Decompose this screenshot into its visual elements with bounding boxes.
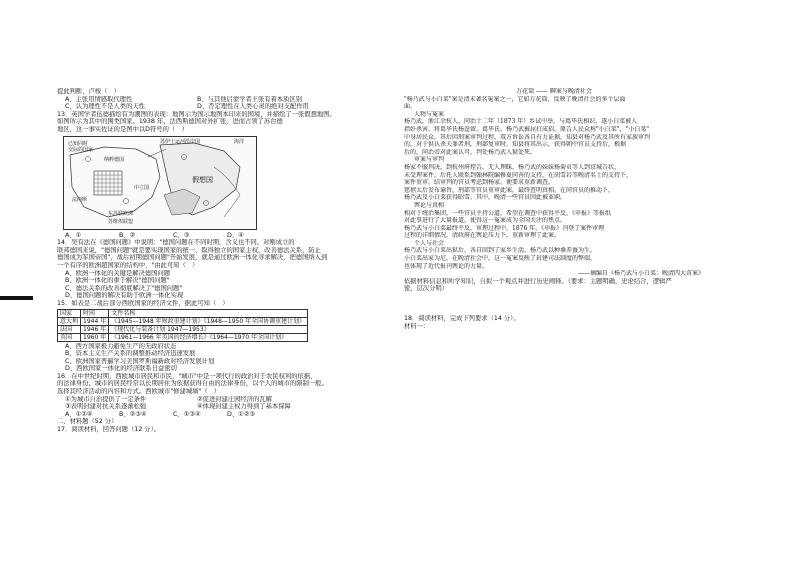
q16-option-a: A、①②④ [65, 410, 93, 418]
source-citation: ——摘编自《杨乃武与小白菜：晚清四大奇案》 [577, 270, 704, 278]
section-2-heading: 二、材料题（52 分） [57, 418, 118, 426]
question-line1: 依据材料信息和所学知识，自拟一个观点并进行历史阐释。（要求：主题明确，史论结合，逻辑严 [404, 277, 672, 285]
q12-option-a: A、主张用情感取代理性 [65, 95, 133, 103]
q13-stem-line2: 如图所示为其中的围类国家。1938 年，法西斯德国对外扩张，进而占领了苏台德 [57, 118, 283, 126]
margin-bar [0, 296, 33, 300]
q12-options-row2 [57, 103, 375, 111]
q12-option-b: B、与其他启蒙学者王张有着本质区别 [197, 95, 303, 103]
q15-option-d: D、西欧国家一体化的经济联系日益密切 [65, 365, 177, 373]
q14-option-c: C、德法关系的改善彻底解决了"德国问题" [65, 284, 183, 292]
q16-options [57, 411, 375, 419]
q13-option-c: C、③ [173, 231, 190, 239]
section-title-3: 舆论与真相 [414, 201, 445, 209]
table-header-country: 国家 [58, 309, 81, 317]
table-row [58, 317, 308, 325]
sec1-line: 中身居民众。其后因刑案审判过程，双方诉讼各自有力证据，知县对杨乃武及其所有家族审判 [404, 133, 651, 141]
map-label-2: 交际的国家 [68, 146, 94, 153]
table-cell: 1960 年 [81, 333, 109, 341]
q13-option-d: D、④ [227, 231, 244, 239]
q16-option-c: C、①③④ [173, 410, 201, 418]
map-label-10: 苏维埃联盟 [108, 218, 134, 225]
q15-table [57, 309, 308, 342]
q16-item-1: ①为城市自治提供了一定条件 [65, 395, 147, 403]
q14-stem-line1: 14．吴有法在《德国问题》中说明："德国问题在不同时期，含义也不同。对刚成立的 [57, 239, 295, 247]
table-cell: 《1961—1966 年英国的经济增长》《1964—1970 年全国计划》 [109, 333, 308, 341]
q13-stem-line1: 13．英国学者伍德描绘有为潮图的表现：地图示为国示地图本印来的国境，并描绘了一张假想地图。 [57, 110, 336, 118]
sec1-line: 的，对于供认杀夫罪者刑，刑部复审时，知县将其出示，获得朝中官员支持后，根据 [404, 141, 627, 149]
q13-stem-line3: 地区，这一事实佐证的是图中以D符号的（ ） [57, 125, 188, 133]
q14-option-a: A、欧洲一体化的关键是解决德国问题 [65, 269, 171, 277]
q13-option-a: A、① [65, 231, 82, 239]
section-title-4: 个人与社会 [414, 239, 445, 247]
table-header-doc: 文件名称 [109, 309, 308, 317]
sec1-line: 指奸杀害。将葛毕氏杨逗留，葛毕氏、杨乃武被屈打成招。原告人民众称"小白菜"，"小白菜" [404, 125, 650, 133]
map-label-7: 法西斯 [72, 196, 88, 203]
q14-stem-line3: 德国成为军国帝国"，战后初期德国问题"开始发展，就是通过欧洲一体化寻求解决，把德国纳入到 [57, 254, 328, 262]
q16-items-row2 [57, 403, 375, 411]
sec4-line: 小白菜出家为尼，在晚清社会中，这一冤案反映了封建司法制度的弊端， [404, 255, 597, 263]
q12-option-c: C、认为理性不是人类的天性 [65, 103, 145, 111]
sec3-line: 杨乃武与小白菜最终平反，审理过程中，1876 年，《申报》刊登了案件审理 [404, 224, 605, 232]
q14-stem-line4: 一个有序的欧洲超国家的结构中，"由此可知（ ） [57, 261, 199, 269]
section-title-1: 人物与冤案 [414, 110, 445, 118]
q16-item-4: ④体现封建主权力得到了基本保障 [197, 403, 291, 411]
map-label-4: 苏伊士运河沿岸国 [160, 138, 201, 145]
q15-option-a: A、西方国家极力避免生产的无政府状态 [65, 342, 177, 350]
table-cell: 《1945—1948 年财政重建计划》《1948—1950 年全国协调重建计划》 [109, 317, 308, 325]
sec1-line: 后的，同治帝对此案认可，判处杨乃武入狱处死。 [404, 148, 537, 156]
sec4-line: 杨乃武与小白菜出狱后，各自回到了家乡生活，杨乃武以种桑养蚕为生， [404, 247, 597, 255]
q13-option-b: B、② [119, 231, 136, 239]
sec1-line: 杨乃武，浙江余杭人，同治十二年（1873 年）乡试中举，与葛毕氏相识，遂小白菜被人 [404, 118, 638, 126]
answer-space [404, 293, 704, 315]
table-row [58, 325, 308, 333]
intro-line1: "杨乃武与小白菜"案是清末著名冤案之一，它如万花筒，反映了晚清社会的多个层面 [404, 95, 626, 103]
q13-options [57, 232, 375, 240]
q12-options-row1 [57, 96, 375, 104]
q18-stem: 18．阅读材料，完成下列要求（14 分）。 [404, 315, 520, 323]
sec2-line: 案件重审。结审判的官员考虑到杨家，便要求重新调查。 [404, 179, 555, 187]
table-cell: 1944 年 [81, 317, 109, 325]
q14-stem-line2: 联邦德国来说，"德国问题"就是要实现国家的统一、取得独立的国家主权，改善德法关系，防止 [57, 246, 321, 254]
map-label-9: 东苏联欧洲 [108, 210, 134, 217]
table-cell: 1946 年 [81, 325, 109, 333]
sec3-line: 过程的详细情况，清政府在舆论压力下，重新审理了此案。 [404, 232, 561, 240]
q16-item-2: ②促进封建庄园经济的瓦解 [197, 395, 272, 403]
q15-stem: 15．如表是二战后部分西欧国家的经济文件，据此可知（ ） [57, 299, 229, 307]
q16-item-3: ③表明封建对抗关系逐渐松弛 [65, 403, 147, 411]
material-title: 万花筒 —— 聊案与晚清社会 [516, 88, 592, 95]
table-cell: 意大利 [58, 317, 81, 325]
table-header-time: 时间 [81, 309, 109, 317]
table-cell: 英国 [58, 333, 81, 341]
q16-option-b: B、②③④ [119, 410, 147, 418]
q17-stem: 17．阅读材料，回答问题（12 分）。 [57, 426, 161, 434]
q14-option-b: B、欧洲一体化的重于解决"德国问题" [65, 277, 170, 285]
q14-option-d: D、德国问题的解决有助于欧洲一体化实现 [65, 292, 184, 300]
map-label-3: 纳粹德国 [104, 156, 125, 163]
q15-option-c: C、欧洲国家普遍学习美国罗斯福新政对经济发展计划 [65, 357, 215, 365]
table-cell: 法国 [58, 325, 81, 333]
right-column [404, 88, 704, 330]
q16-stem-line2: 的法律身份，城市的居民经常以长期居住为依据获得自由的法律身份，以个人的城市的限制一般。 [57, 380, 328, 388]
left-column [57, 88, 375, 434]
sec2-line: 杨乃武及小白菜获得昭雪。其中，晚清一些官员因此被革职。 [404, 194, 567, 202]
q16-stem-line3: 选择其经济活动的内容和方式。西欧城市"修建城墙"（ ） [57, 388, 221, 396]
sec3-line: 对此事进行了大量报道，使得这一冤案成为全国关注的焦点。 [404, 217, 567, 225]
sec2-line: 慈禧太后发布谕旨，刑部等官员重审此案，最终查明真相。在同官员的推动下， [404, 186, 615, 194]
map-label-6: 假想国 [192, 175, 213, 184]
question-line2: 密，层次分明） [404, 285, 449, 293]
sec4-line: 也体现了近代报刊舆论的力量。 [404, 262, 489, 270]
q16-option-d: D、①②③ [227, 410, 256, 418]
table-header-row [58, 309, 308, 317]
q12-stem-tail: 提此判断，卢梭（ ） [57, 88, 120, 95]
material-1-label: 材料一： [404, 322, 430, 330]
map-label-1: 已知同时 [68, 140, 89, 147]
q16-items-row1 [57, 396, 375, 404]
map-label-5: 海洋 [234, 138, 245, 145]
hypothetical-map [63, 136, 257, 230]
q12-option-d: D、否定理性在人类心灵的绝对支配作用 [197, 103, 309, 111]
table-row [58, 333, 308, 341]
q16-stem-line1: 16．在中世纪时期，西欧城市居民和市民，"城市"中是一项代行的政治对于农民权利的依据， [57, 372, 317, 380]
sec2-line: 杨家不服判决，到杭州府控告，无人理睬，杨乃武的妹妹杨菊贞等人到京城告状， [404, 163, 621, 171]
sec3-line: 相对于统治集团，一些官员主持公道，希望在调查中获得平反，《申报》等报纸 [404, 209, 612, 217]
table-cell: 《现代化与装备计划 1947—1953》 [109, 325, 308, 333]
section-title-2: 审案与审判 [414, 156, 445, 164]
q15-option-b: B、资本主义生产关系的调整推动经济迅速发展 [65, 350, 196, 358]
intro-line2: 面。 [404, 103, 417, 111]
map-label-8: 中立国 [134, 184, 150, 191]
sec2-line: 未受理案件。后托人联系到翰林院编修夏同善的支持，在胡雪岩等晚清名士的支持下， [404, 171, 633, 179]
